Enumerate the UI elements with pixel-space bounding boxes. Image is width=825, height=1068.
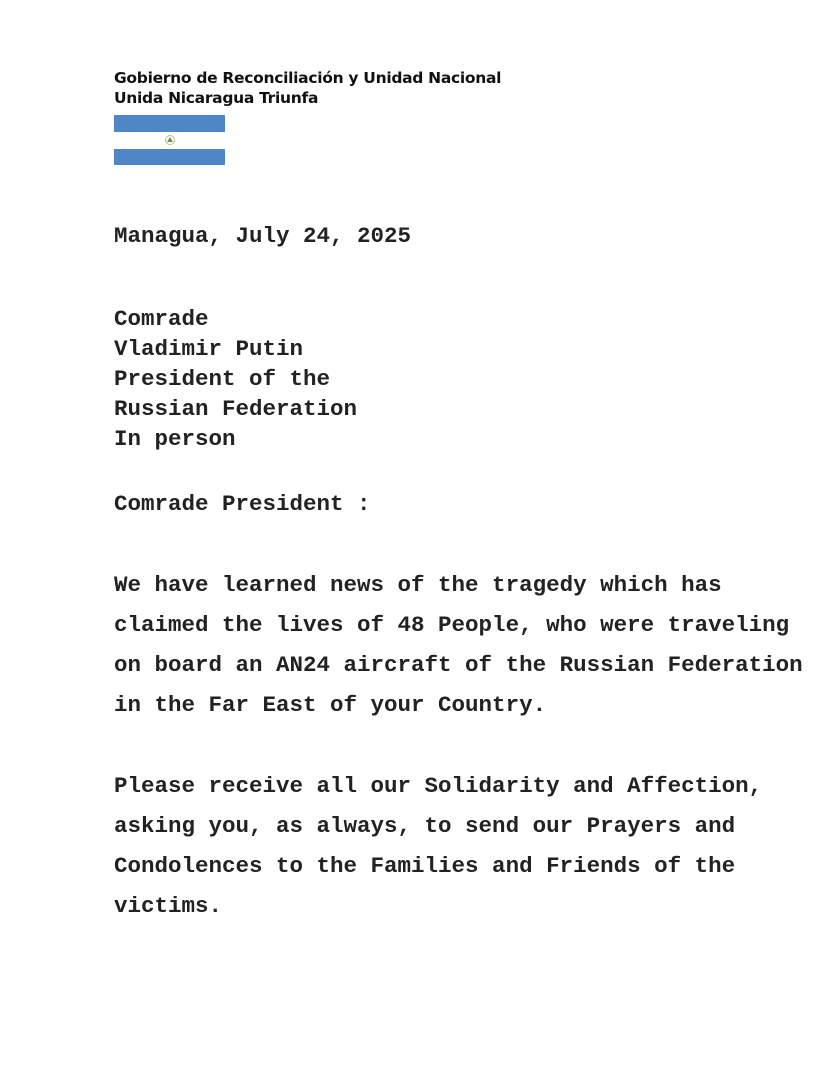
letterhead — [114, 68, 501, 108]
paragraph-line: asking you, as always, to send our Prayers and — [114, 813, 736, 839]
nicaragua-flag-icon — [114, 115, 225, 165]
recipient-line: Vladimir Putin — [114, 336, 304, 362]
date-line: Managua, July 24, 2025 — [114, 223, 412, 249]
paragraph-2 — [114, 766, 763, 926]
paragraph-1 — [114, 565, 803, 725]
recipient-line: In person — [114, 426, 236, 452]
paragraph-line: Please receive all our Solidarity and Affection, — [114, 773, 763, 799]
letterhead-government-name: Gobierno de Reconciliación y Unidad Nacional — [114, 69, 502, 87]
paragraph-line: claimed the lives of 48 People, who were traveling — [114, 612, 790, 638]
paragraph-line: Condolences to the Families and Friends of the — [114, 853, 736, 879]
paragraph-line: We have learned news of the tragedy which has — [114, 572, 722, 598]
recipient-block — [114, 304, 357, 454]
letterhead-slogan: Unida Nicaragua Triunfa — [114, 89, 319, 107]
recipient-line: President of the — [114, 366, 331, 392]
coat-of-arms-icon — [165, 135, 175, 145]
salutation: Comrade President : — [114, 491, 371, 517]
recipient-line: Comrade — [114, 306, 209, 332]
recipient-line: Russian Federation — [114, 396, 358, 422]
paragraph-line: on board an AN24 aircraft of the Russian Federation — [114, 652, 803, 678]
paragraph-line: in the Far East of your Country. — [114, 692, 547, 718]
paragraph-line: victims. — [114, 893, 223, 919]
